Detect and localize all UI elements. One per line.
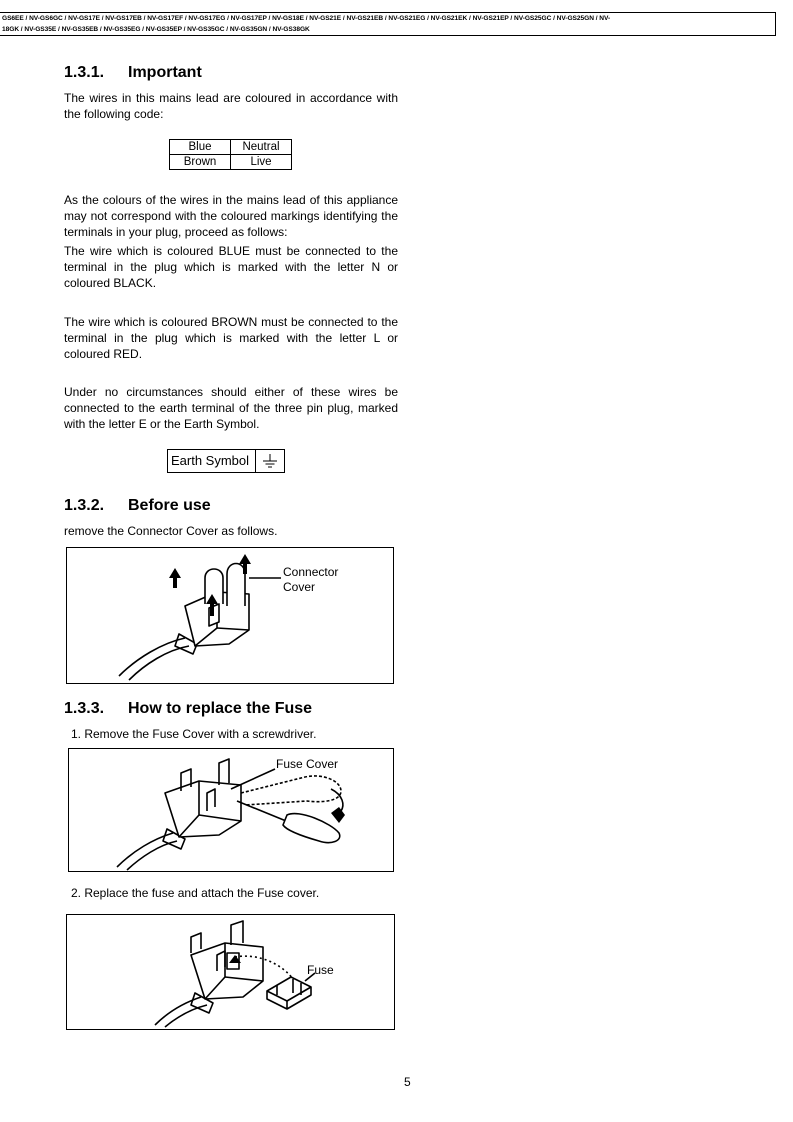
table-row [170,140,292,155]
section-number: 1.3.1. [64,64,105,81]
model-list-header [0,12,776,36]
earth-symbol-box [167,449,285,473]
important-intro: The wires in this mains lead are coloured in accordance with the following code: [64,91,398,121]
section-number: 1.3.2. [64,497,105,514]
before-use-intro: remove the Connector Cover as follows. [64,524,278,538]
section-title: Before use [128,497,211,514]
section-title: Important [128,64,202,81]
plug-connector-cover-icon [67,548,393,683]
section-title: How to replace the Fuse [128,700,313,717]
connector-cover-figure [66,547,394,684]
fuse-step-2: 2. Replace the fuse and attach the Fuse cover. [71,886,320,900]
earth-ground-icon [256,450,284,472]
section-heading-before-use [64,496,211,516]
connector-cover-label-line2: Cover [283,580,316,594]
table-cell: Live [231,155,292,170]
fuse-cover-label: Fuse Cover [276,757,339,771]
screwdriver-plug-icon [69,749,393,871]
colour-mismatch-paragraph: As the colours of the wires in the mains lead of this appliance may not correspond with the coloured markings identifying the terminals in your plug, proceed as follows: [64,193,398,239]
section-heading-replace-fuse [64,699,312,719]
blue-wire-paragraph: The wire which is coloured BLUE must be connected to the terminal in the plug which is marked with the letter N or coloured BLACK. [64,244,398,290]
brown-wire-paragraph: The wire which is coloured BROWN must be connected to the terminal in the plug which is marked with the letter L or coloured RED. [64,315,398,361]
table-cell: Brown [170,155,231,170]
table-cell: Blue [170,140,231,155]
page-number: 5 [404,1075,411,1089]
fuse-label: Fuse [307,963,334,977]
fuse-step-1: 1. Remove the Fuse Cover with a screwdriver. [71,727,317,741]
remove-fuse-cover-figure [68,748,394,872]
fuse-plug-icon [67,915,394,1029]
wire-colour-table [169,139,292,170]
header-line-1: GS6EE / NV-GS6GC / NV-GS17E / NV-GS17EB / NV-GS17EF / NV-GS17EG / NV-GS17EP / NV-GS18E / NV-GS21E / NV-GS21EB / NV-GS21EG / NV-GS21EK / NV-GS21EP / NV-GS25GC / NV-GS25GN / NV- [2,15,611,22]
earth-symbol-label: Earth Symbol [168,450,256,472]
earth-warning-paragraph: Under no circumstances should either of these wires be connected to the earth terminal of the three pin plug, marked with the letter E or the Earth Symbol. [64,385,398,431]
header-line-2: 18GK / NV-GS35E / NV-GS35EB / NV-GS35EG / NV-GS35EP / NV-GS35GC / NV-GS35GN / NV-GS38GK [2,26,310,33]
connector-cover-label-line1: Connector [283,565,339,579]
table-cell: Neutral [231,140,292,155]
section-heading-important [64,63,202,83]
replace-fuse-figure [66,914,395,1030]
table-row [170,155,292,170]
section-number: 1.3.3. [64,700,105,717]
